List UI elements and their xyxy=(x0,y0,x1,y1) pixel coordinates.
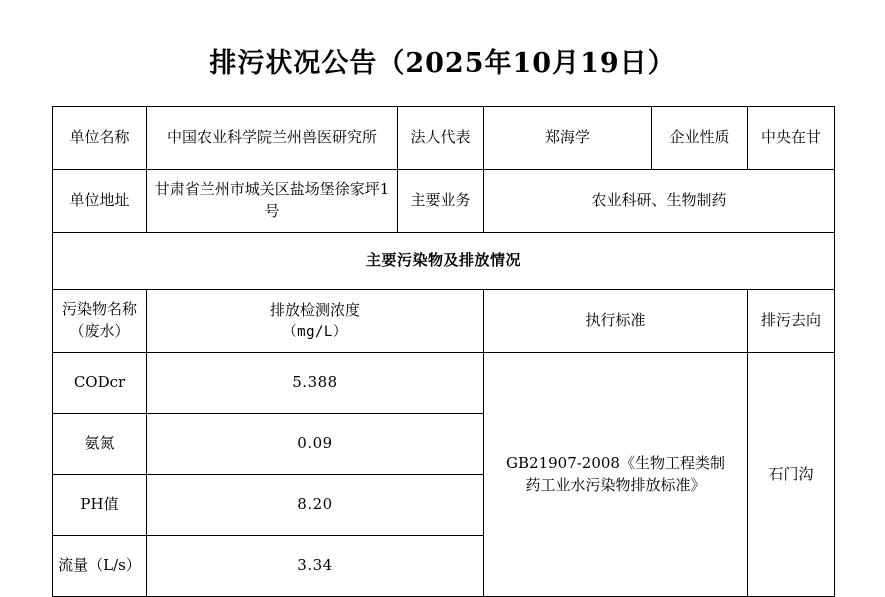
destination-value: 石门沟 xyxy=(748,353,835,597)
header-standard: 执行标准 xyxy=(484,290,748,353)
report-table-container xyxy=(52,106,834,597)
table-row-unit-name xyxy=(53,107,835,170)
unit-name-label: 单位名称 xyxy=(53,107,147,170)
standard-line1: GB21907-2008《生物工程类制 xyxy=(506,453,725,472)
table-row xyxy=(53,353,835,414)
unit-name-value: 中国农业科学院兰州兽医研究所 xyxy=(147,107,398,170)
main-business-label: 主要业务 xyxy=(398,170,484,233)
table-row-headers xyxy=(53,290,835,353)
pollutant-value: 5.388 xyxy=(147,353,484,414)
header-pollutant-line2: （废水） xyxy=(69,322,130,340)
header-destination: 排污去向 xyxy=(748,290,835,353)
pollutant-name: CODcr xyxy=(53,353,147,414)
header-pollutant-line1: 污染物名称 xyxy=(61,300,137,319)
main-business-value: 农业科研、生物制药 xyxy=(484,170,835,233)
header-concentration-line1: 排放检测浓度 xyxy=(269,300,360,319)
enterprise-nature-value: 中央在甘 xyxy=(748,107,835,170)
pollutant-name: PH值 xyxy=(53,475,147,536)
pollutant-name: 氨氮 xyxy=(53,414,147,475)
legal-rep-value: 郑海学 xyxy=(484,107,652,170)
standard-value xyxy=(484,353,748,597)
pollution-report-table xyxy=(52,106,835,597)
standard-line2: 药工业水污染物排放标准》 xyxy=(525,475,706,494)
table-row-section-heading xyxy=(53,233,835,290)
unit-address-label: 单位地址 xyxy=(53,170,147,233)
legal-rep-label: 法人代表 xyxy=(398,107,484,170)
pollutant-value: 3.34 xyxy=(147,536,484,597)
unit-address-value: 甘肃省兰州市城关区盐场堡徐家坪1号 xyxy=(147,170,398,233)
header-concentration-line2: （mg/L） xyxy=(282,323,348,340)
pollutant-value: 8.20 xyxy=(147,475,484,536)
header-concentration xyxy=(147,290,484,353)
table-row-unit-address xyxy=(53,170,835,233)
pollutant-name: 流量（L/s） xyxy=(53,536,147,597)
header-pollutant xyxy=(53,290,147,353)
enterprise-nature-label: 企业性质 xyxy=(652,107,748,170)
section-heading: 主要污染物及排放情况 xyxy=(53,233,835,290)
pollutant-value: 0.09 xyxy=(147,414,484,475)
page-title: 排污状况公告（2025年10月19日） xyxy=(209,48,676,79)
